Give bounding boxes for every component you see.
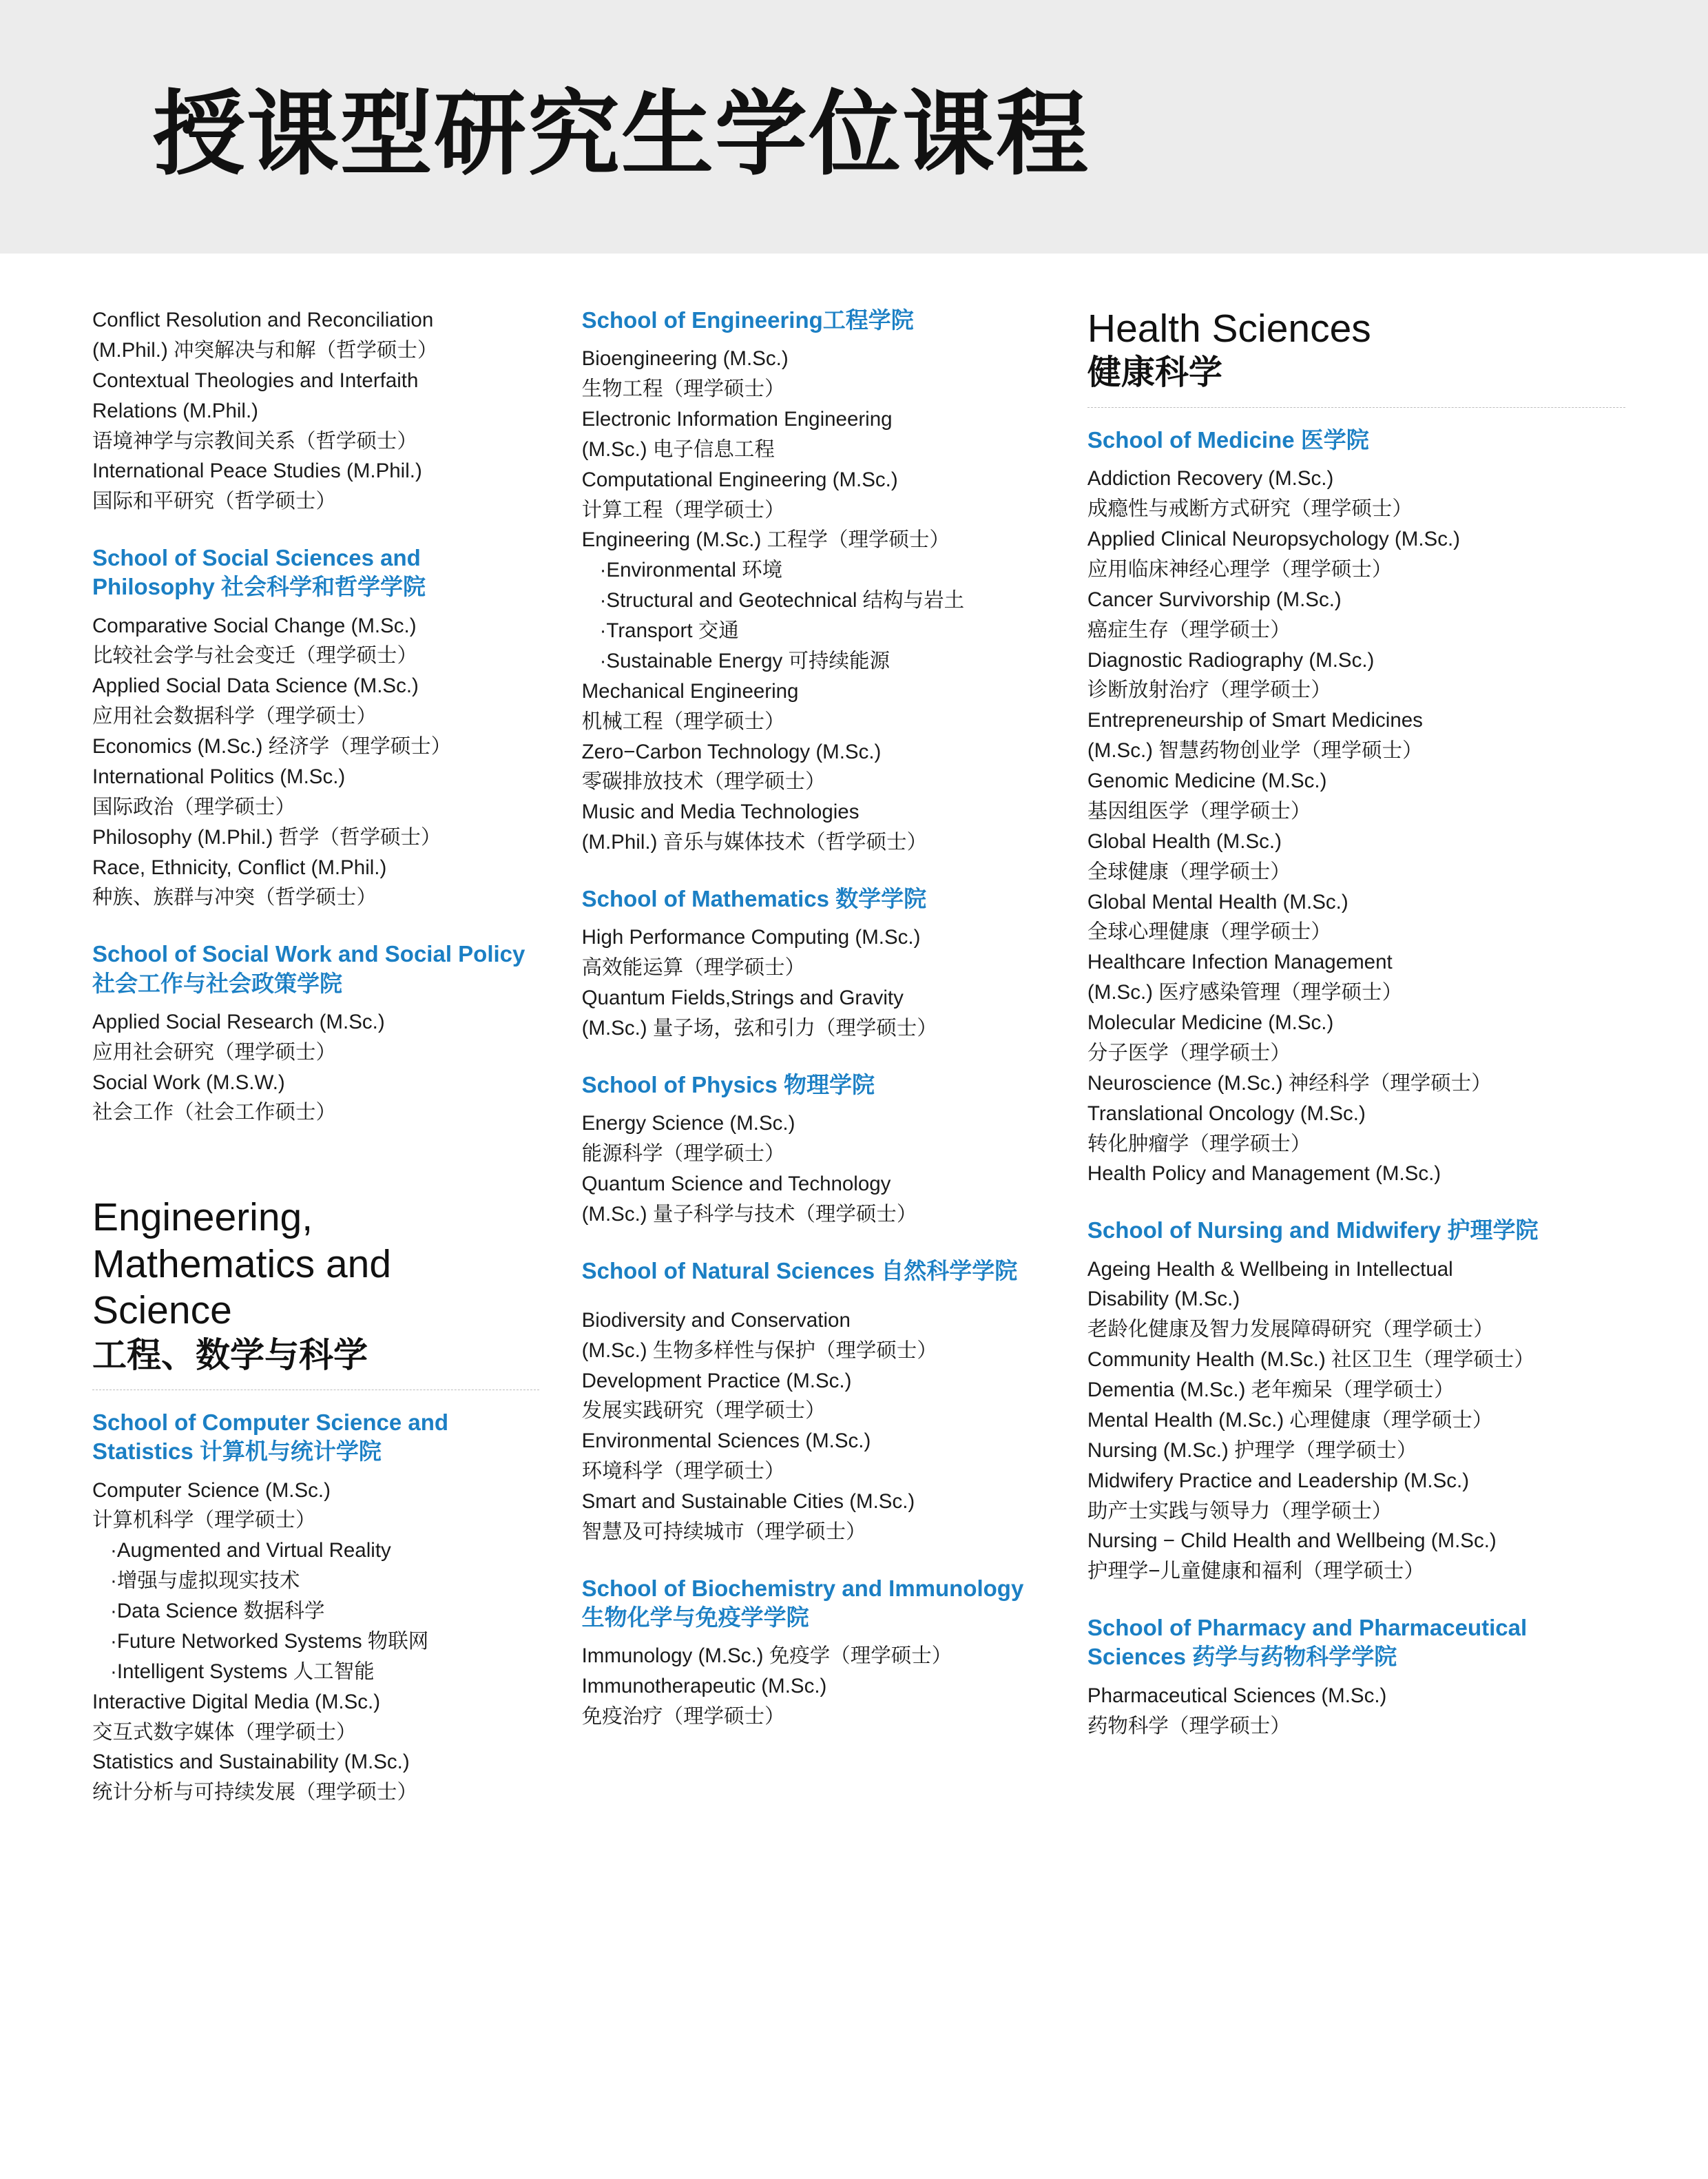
school-heading (92, 940, 539, 998)
school-heading (92, 544, 539, 601)
school-heading-cn: 工程学院 (822, 307, 914, 333)
list-item: 统计分析与可持续发展（理学硕士） (92, 1781, 418, 1804)
school-heading-cn: 数学学院 (835, 886, 927, 912)
list-item: Environmental Sciences (M.Sc.) (581, 1429, 871, 1453)
list-item: 全球健康（理学硕士） (1087, 860, 1291, 883)
list-item: Conflict Resolution and Reconciliation (92, 309, 434, 331)
list-item: 发展实践研究（理学硕士） (581, 1399, 826, 1423)
list-item: Global Mental Health (M.Sc.) (1087, 890, 1348, 913)
list-item: 护理学−儿童健康和福利（理学硕士） (1087, 1560, 1425, 1583)
list-item: Smart and Sustainable Cities (M.Sc.) (581, 1490, 915, 1514)
faculty-title (92, 1195, 539, 1376)
faculty-title-cn: 工程、数学与科学 (92, 1336, 368, 1375)
school-physics-block (582, 1071, 1045, 1229)
school-heading-cn: 物理学院 (784, 1071, 875, 1097)
school-mathematics-block (582, 885, 1045, 1043)
spacer (92, 1155, 539, 1195)
list-item: Bioengineering (M.Sc.) (581, 347, 789, 371)
list-item: ·Future Networked Systems 物联网 (110, 1629, 429, 1653)
list-item: Applied Social Research (M.Sc.) (92, 1010, 385, 1033)
list-item: Midwifery Practice and Leadership (M.Sc.) (1087, 1469, 1470, 1492)
list-item: 智慧及可持续城市（理学硕士） (581, 1520, 866, 1543)
list-item: ·增强与虚拟现实技术 (110, 1569, 300, 1593)
list-item: Nursing − Child Health and Wellbeing (M.Sc.) (1087, 1529, 1497, 1553)
list-item: Health Policy and Management (M.Sc.) (1087, 1162, 1441, 1186)
school-heading (582, 1257, 1045, 1285)
list-item: 生物工程（理学硕士） (581, 378, 785, 401)
list-item: Disability (M.Sc.) (1087, 1288, 1240, 1311)
list-item: ·Structural and Geotechnical 结构与岩土 (599, 589, 965, 612)
list-item: 国际政治（理学硕士） (92, 795, 296, 818)
list-item: Biodiversity and Conservation (581, 1308, 851, 1332)
list-item: (M.Phil.) 冲突解决与和解（哲学硕士） (92, 338, 438, 362)
divider (1087, 407, 1625, 408)
list-item: 高效能运算（理学硕士） (581, 956, 806, 980)
list-item: 助产士实践与领导力（理学硕士） (1087, 1499, 1393, 1522)
list-item: 交互式数字媒体（理学硕士） (92, 1720, 357, 1744)
list-item: Nursing (M.Sc.) 护理学（理学硕士） (1087, 1438, 1417, 1462)
school-nursing-block (1087, 1216, 1625, 1586)
school-heading-en: School of Biochemistry and Immunology (581, 1575, 1024, 1601)
list-item: (M.Sc.) 量子场，弦和引力（理学硕士） (581, 1016, 937, 1040)
list-item: 应用临床神经心理学（理学硕士） (1087, 557, 1393, 581)
list-item: Quantum Science and Technology (581, 1172, 891, 1195)
list-item: 零碳排放技术（理学硕士） (581, 770, 826, 794)
page-title: 授课型研究生学位课程 (153, 83, 1090, 186)
list-item: 机械工程（理学硕士） (581, 710, 785, 733)
school-heading (1087, 1613, 1625, 1671)
faculty-engineering-block (92, 1195, 539, 1390)
list-item: 药物科学（理学硕士） (1087, 1714, 1291, 1737)
list-item: 转化肿瘤学（理学硕士） (1087, 1132, 1311, 1155)
column-left (83, 306, 553, 1835)
school-pharmacy-block (1087, 1613, 1625, 1740)
list-item: 诊断放射治疗（理学硕士） (1087, 679, 1331, 702)
list-item: 免疫治疗（理学硕士） (581, 1705, 785, 1728)
list-item: 比较社会学与社会变迁（理学硕士） (92, 644, 418, 668)
list-item: Computational Engineering (M.Sc.) (581, 468, 898, 491)
list-item: 全球心理健康（理学硕士） (1087, 920, 1331, 944)
list-item: ·Intelligent Systems 人工智能 (110, 1660, 375, 1683)
list-item: Electronic Information Engineering (581, 407, 893, 431)
list-item: Neuroscience (M.Sc.) 神经科学（理学硕士） (1087, 1071, 1492, 1095)
list-item: (M.Sc.) 医疗感染管理（理学硕士） (1087, 981, 1403, 1004)
list-item: ·Environmental 环境 (599, 559, 783, 582)
list-item: Interactive Digital Media (M.Sc.) (92, 1690, 381, 1713)
school-social-work-block (92, 940, 539, 1127)
school-heading-en: School of Physics (581, 1071, 778, 1097)
list-item: International Peace Studies (M.Phil.) (92, 459, 422, 483)
list-item: Race, Ethnicity, Conflict (M.Phil.) (92, 856, 387, 879)
list-item: Energy Science (M.Sc.) (581, 1112, 795, 1135)
school-heading-en: School of Social Work and Social Policy (92, 941, 525, 967)
school-engineering-block (582, 306, 1045, 857)
list-item: Diagnostic Radiography (M.Sc.) (1087, 648, 1375, 672)
school-heading-cn: 社会科学和哲学学院 (221, 574, 426, 600)
list-item: 癌症生存（理学硕士） (1087, 618, 1291, 641)
list-item: Ageing Health & Wellbeing in Intellectual (1087, 1257, 1453, 1281)
list-item: International Politics (M.Sc.) (92, 765, 346, 788)
list-item: (M.Sc.) 智慧药物创业学（理学硕士） (1087, 739, 1423, 763)
school-heading-en: School of Mathematics (581, 886, 829, 912)
list-item: 语境神学与宗教间关系（哲学硕士） (92, 429, 418, 453)
list-item: 基因组医学（理学硕士） (1087, 799, 1311, 823)
spacer (582, 1295, 1045, 1306)
column-middle (582, 306, 1059, 1835)
school-natural-sciences-block (582, 1257, 1045, 1547)
list-item: ·Transport 交通 (599, 619, 739, 643)
school-heading (92, 1408, 539, 1466)
list-item: Mechanical Engineering (581, 679, 799, 703)
list-item: Relations (M.Phil.) (92, 399, 258, 422)
column-right (1087, 306, 1625, 1835)
list-item: Dementia (M.Sc.) 老年痴呆（理学硕士） (1087, 1378, 1455, 1402)
list-item: 分子医学（理学硕士） (1087, 1041, 1291, 1064)
list-item: Mental Health (M.Sc.) 心理健康（理学硕士） (1087, 1408, 1493, 1432)
faculty-title (1087, 306, 1625, 393)
school-social-sciences-block (92, 544, 539, 912)
list-item: Computer Science (M.Sc.) (92, 1478, 331, 1502)
school-biochemistry-block (582, 1574, 1045, 1731)
school-heading (582, 306, 1045, 335)
list-item: Zero−Carbon Technology (M.Sc.) (581, 740, 882, 763)
list-item: 计算机科学（理学硕士） (92, 1509, 316, 1532)
list-item: 应用社会研究（理学硕士） (92, 1040, 337, 1064)
school-heading (1087, 426, 1625, 455)
intro-entry-list (92, 306, 539, 516)
faculty-health-sciences-block (1087, 306, 1625, 408)
list-item: Cancer Survivorship (M.Sc.) (1087, 588, 1342, 611)
list-item: 计算工程（理学硕士） (581, 498, 785, 521)
list-item: Quantum Fields,Strings and Gravity (581, 987, 904, 1010)
list-item: ·Sustainable Energy 可持续能源 (599, 649, 890, 672)
list-item: 成瘾性与戒断方式研究（理学硕士） (1087, 497, 1413, 521)
list-item: (M.Sc.) 电子信息工程 (581, 437, 775, 461)
school-heading-en: School of Natural Sciences (581, 1257, 875, 1283)
list-item: Addiction Recovery (M.Sc.) (1087, 467, 1334, 490)
list-item: Social Work (M.S.W.) (92, 1071, 285, 1094)
list-item: Community Health (M.Sc.) 社区卫生（理学硕士） (1087, 1348, 1534, 1372)
school-heading-en: School of Engineering (581, 307, 823, 333)
list-item: Contextual Theologies and Interfaith (92, 369, 419, 392)
list-item: Entrepreneurship of Smart Medicines (1087, 709, 1423, 732)
list-item: Development Practice (M.Sc.) (581, 1369, 852, 1392)
school-heading-en: School of Computer Science and Statistics (92, 1409, 449, 1465)
list-item: 种族、族群与冲突（哲学硕士） (92, 886, 377, 909)
list-item: (M.Phil.) 音乐与媒体技术（哲学硕士） (581, 831, 928, 854)
page-banner (0, 0, 1708, 254)
school-heading-cn: 自然科学学院 (881, 1257, 1018, 1283)
faculty-title-en: Engineering, Mathematics and Science (92, 1195, 392, 1332)
school-heading-cn: 医学院 (1300, 427, 1369, 453)
faculty-title-en: Health Sciences (1087, 307, 1371, 351)
school-heading-cn: 护理学院 (1447, 1217, 1539, 1243)
list-item: Philosophy (M.Phil.) 哲学（哲学硕士） (92, 825, 441, 849)
list-item: Statistics and Sustainability (M.Sc.) (92, 1751, 410, 1774)
list-item: (M.Sc.) 量子科学与技术（理学硕士） (581, 1202, 917, 1226)
list-item: 社会工作（社会工作硕士） (92, 1101, 337, 1124)
list-item: Immunotherapeutic (M.Sc.) (581, 1675, 827, 1698)
content-columns (0, 254, 1708, 1876)
school-heading-cn: 社会工作与社会政策学院 (92, 970, 342, 996)
list-item: 国际和平研究（哲学硕士） (92, 490, 337, 513)
list-item: ·Data Science 数据科学 (110, 1600, 325, 1623)
list-item: Translational Oncology (M.Sc.) (1087, 1102, 1366, 1125)
school-heading-en: School of Medicine (1087, 427, 1295, 453)
list-item: 应用社会数据科学（理学硕士） (92, 705, 377, 728)
school-heading-cn: 计算机与统计学院 (199, 1438, 382, 1465)
list-item: (M.Sc.) 生物多样性与保护（理学硕士） (581, 1339, 937, 1362)
school-heading (582, 885, 1045, 913)
list-item: Applied Clinical Neuropsychology (M.Sc.) (1087, 528, 1460, 551)
list-item: 老龄化健康及智力发展障碍研究（理学硕士） (1087, 1318, 1494, 1341)
school-heading-en: School of Nursing and Midwifery (1087, 1217, 1441, 1243)
list-item: Healthcare Infection Management (1087, 951, 1393, 974)
school-heading (582, 1574, 1045, 1632)
list-item: Music and Media Technologies (581, 801, 860, 824)
school-heading-en: School of Pharmacy and Pharmaceutical Sciences (1087, 1615, 1528, 1670)
list-item: Immunology (M.Sc.) 免疫学（理学硕士） (581, 1644, 952, 1668)
school-heading (1087, 1216, 1625, 1245)
list-item: Economics (M.Sc.) 经济学（理学硕士） (92, 735, 452, 758)
list-item: ·Augmented and Virtual Reality (110, 1539, 391, 1562)
school-heading (582, 1071, 1045, 1099)
school-heading-cn: 药学与药物科学学院 (1192, 1644, 1397, 1670)
list-item: Comparative Social Change (M.Sc.) (92, 614, 417, 637)
faculty-title-cn: 健康科学 (1087, 354, 1222, 392)
school-heading-en: School of Social Sciences and Philosophy (92, 545, 421, 600)
list-item: Molecular Medicine (M.Sc.) (1087, 1011, 1334, 1035)
list-item: Engineering (M.Sc.) 工程学（理学硕士） (581, 528, 950, 552)
list-item: High Performance Computing (M.Sc.) (581, 926, 921, 949)
school-heading-cn: 生物化学与免疫学学院 (581, 1604, 809, 1631)
school-medicine-block (1087, 426, 1625, 1188)
list-item: Genomic Medicine (M.Sc.) (1087, 770, 1327, 793)
list-item: Applied Social Data Science (M.Sc.) (92, 674, 419, 698)
school-computer-science-block (92, 1408, 539, 1807)
list-item: 环境科学（理学硕士） (581, 1460, 785, 1483)
list-item: 能源科学（理学硕士） (581, 1142, 785, 1165)
list-item: Global Health (M.Sc.) (1087, 829, 1282, 853)
list-item: Pharmaceutical Sciences (M.Sc.) (1087, 1684, 1387, 1707)
